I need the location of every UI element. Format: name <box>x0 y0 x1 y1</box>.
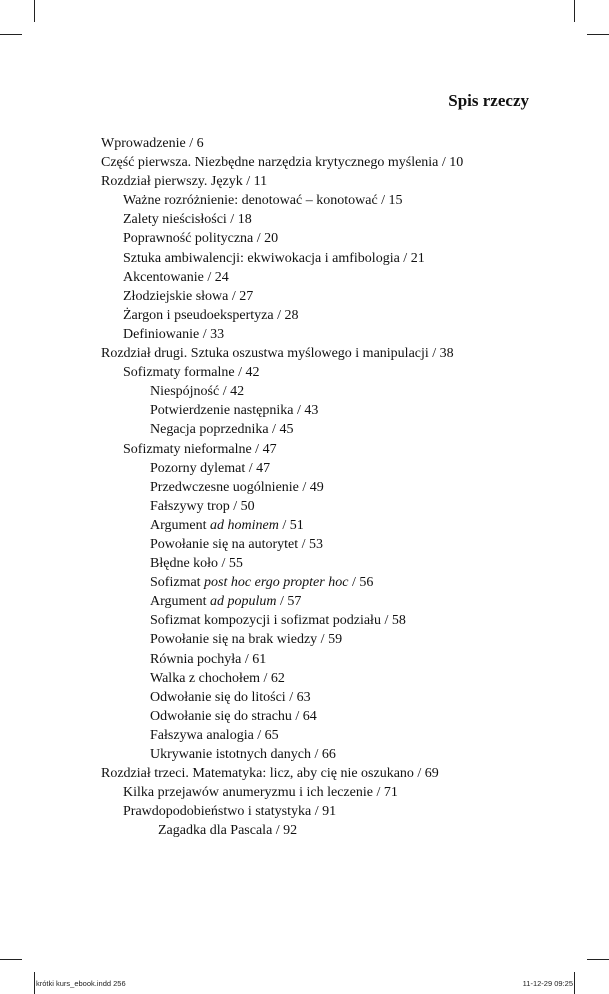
toc-entry-text: Przedwczesne uogólnienie / 49 <box>150 479 324 495</box>
toc-entry-text: Argument <box>150 517 211 533</box>
toc-entry-text: Żargon i pseudoekspertyza / 28 <box>123 307 299 323</box>
footer-file-info: krótki kurs_ebook.indd 256 <box>36 979 126 988</box>
toc-entry <box>101 630 541 649</box>
toc-entry-text: Powołanie się na brak wiedzy / 59 <box>150 632 343 648</box>
toc-entry <box>101 688 541 707</box>
toc-entry-text: Zalety nieścisłości / 18 <box>123 212 252 228</box>
toc-entry-text: Definiowanie / 33 <box>123 326 225 342</box>
toc-entry <box>101 153 541 172</box>
toc-entry-text: Ważne rozróżnienie: denotować – konotować / 15 <box>123 193 403 209</box>
toc-entry-text: Rozdział trzeci. Matematyka: licz, aby cię nie oszukano / 69 <box>101 766 439 782</box>
crop-mark-bottom-right-horizontal <box>587 959 609 960</box>
toc-entry-text: Akcentowanie / 24 <box>123 269 229 285</box>
toc-entry <box>101 745 541 764</box>
toc-entry <box>101 229 541 248</box>
toc-entry <box>101 726 541 745</box>
toc-entry-text: / 56 <box>348 575 374 591</box>
toc-entry <box>101 611 541 630</box>
toc-entry <box>101 650 541 669</box>
toc-entry <box>101 420 541 439</box>
toc-entry-italic-term: ad populum <box>210 594 277 610</box>
toc-entry-text: Sofizmat <box>150 575 205 591</box>
toc-entry <box>101 306 541 325</box>
toc-entry <box>101 516 541 535</box>
toc-entry-text: Wprowadzenie / 6 <box>101 136 204 151</box>
toc-entry-text: Potwierdzenie następnika / 43 <box>150 403 319 419</box>
toc-entry-text: Równia pochyła / 61 <box>150 651 267 667</box>
toc-entry <box>101 459 541 478</box>
toc-entry <box>101 554 541 573</box>
toc-entry-text: Zagadka dla Pascala / 92 <box>158 823 298 839</box>
toc-entry <box>101 382 541 401</box>
toc-entry-text: Ukrywanie istotnych danych / 66 <box>150 747 336 762</box>
toc-entry <box>101 344 541 363</box>
toc-entry <box>101 210 541 229</box>
toc-entry <box>101 592 541 611</box>
toc-entry-italic-term: post hoc ergo propter hoc <box>204 575 349 591</box>
toc-entry-text: Sofizmaty formalne / 42 <box>123 365 260 381</box>
toc-entry <box>101 325 541 344</box>
toc-entry <box>101 249 541 268</box>
toc-entry-text: Negacja poprzednika / 45 <box>150 422 294 438</box>
toc-entry <box>101 287 541 306</box>
toc-entry-text: Fałszywa analogia / 65 <box>150 727 279 743</box>
toc-entry-text: Błędne koło / 55 <box>150 556 243 572</box>
crop-mark-bottom-right-vertical <box>574 972 575 994</box>
toc-entry-italic-term: ad hominem <box>210 517 279 533</box>
table-of-contents <box>101 134 541 840</box>
toc-entry <box>101 497 541 516</box>
toc-entry <box>101 573 541 592</box>
page-heading: Spis rzeczy <box>448 91 529 110</box>
toc-entry-text: Pozorny dylemat / 47 <box>150 460 271 476</box>
toc-entry <box>101 401 541 420</box>
crop-mark-top-left-horizontal <box>0 34 22 35</box>
toc-entry-text: Część pierwsza. Niezbędne narzędzia krytycznego myślenia / 10 <box>101 155 464 171</box>
toc-entry <box>101 783 541 802</box>
toc-entry-text: Odwołanie się do strachu / 64 <box>150 708 317 724</box>
footer-timestamp: 11-12-29 09:25 <box>522 979 573 988</box>
toc-entry <box>101 764 541 783</box>
toc-entry-text: Powołanie się na autorytet / 53 <box>150 536 324 552</box>
toc-entry <box>101 191 541 210</box>
toc-entry-text: Rozdział pierwszy. Język / 11 <box>101 174 268 190</box>
crop-mark-top-right-horizontal <box>587 34 609 35</box>
crop-mark-bottom-left-vertical <box>34 972 35 994</box>
toc-entry-text: Kilka przejawów anumeryzmu i ich leczenie / 71 <box>123 785 398 801</box>
toc-entry-text: Złodziejskie słowa / 27 <box>123 288 254 304</box>
toc-entry-text: Argument <box>150 594 211 610</box>
toc-entry <box>101 440 541 459</box>
toc-entry <box>101 172 541 191</box>
toc-entry <box>101 134 541 153</box>
toc-entry-text: Sofizmat kompozycji i sofizmat podziału / 58 <box>150 613 406 629</box>
toc-entry-text: Poprawność polityczna / 20 <box>123 231 279 247</box>
toc-entry-text: Niespójność / 42 <box>150 384 245 400</box>
toc-entry-text: / 57 <box>276 594 302 610</box>
toc-entry-text: Prawdopodobieństwo i statystyka / 91 <box>123 804 337 820</box>
toc-entry <box>101 268 541 287</box>
toc-entry <box>101 669 541 688</box>
toc-entry <box>101 478 541 497</box>
toc-entry-text: / 51 <box>278 517 304 533</box>
toc-entry-text: Odwołanie się do litości / 63 <box>150 689 311 705</box>
toc-entry-text: Sztuka ambiwalencji: ekwiwokacja i amfibologia / 21 <box>123 250 425 266</box>
toc-entry-text: Sofizmaty nieformalne / 47 <box>123 441 277 457</box>
crop-mark-top-right-vertical <box>574 0 575 22</box>
crop-mark-bottom-left-horizontal <box>0 959 22 960</box>
crop-mark-top-left-vertical <box>34 0 35 22</box>
toc-entry-text: Walka z chochołem / 62 <box>150 670 285 686</box>
toc-entry <box>101 821 541 840</box>
toc-entry <box>101 802 541 821</box>
toc-entry <box>101 363 541 382</box>
toc-entry-text: Fałszywy trop / 50 <box>150 498 255 514</box>
toc-entry <box>101 707 541 726</box>
toc-entry <box>101 535 541 554</box>
toc-entry-text: Rozdział drugi. Sztuka oszustwa myślowego i manipulacji / 38 <box>101 346 454 362</box>
